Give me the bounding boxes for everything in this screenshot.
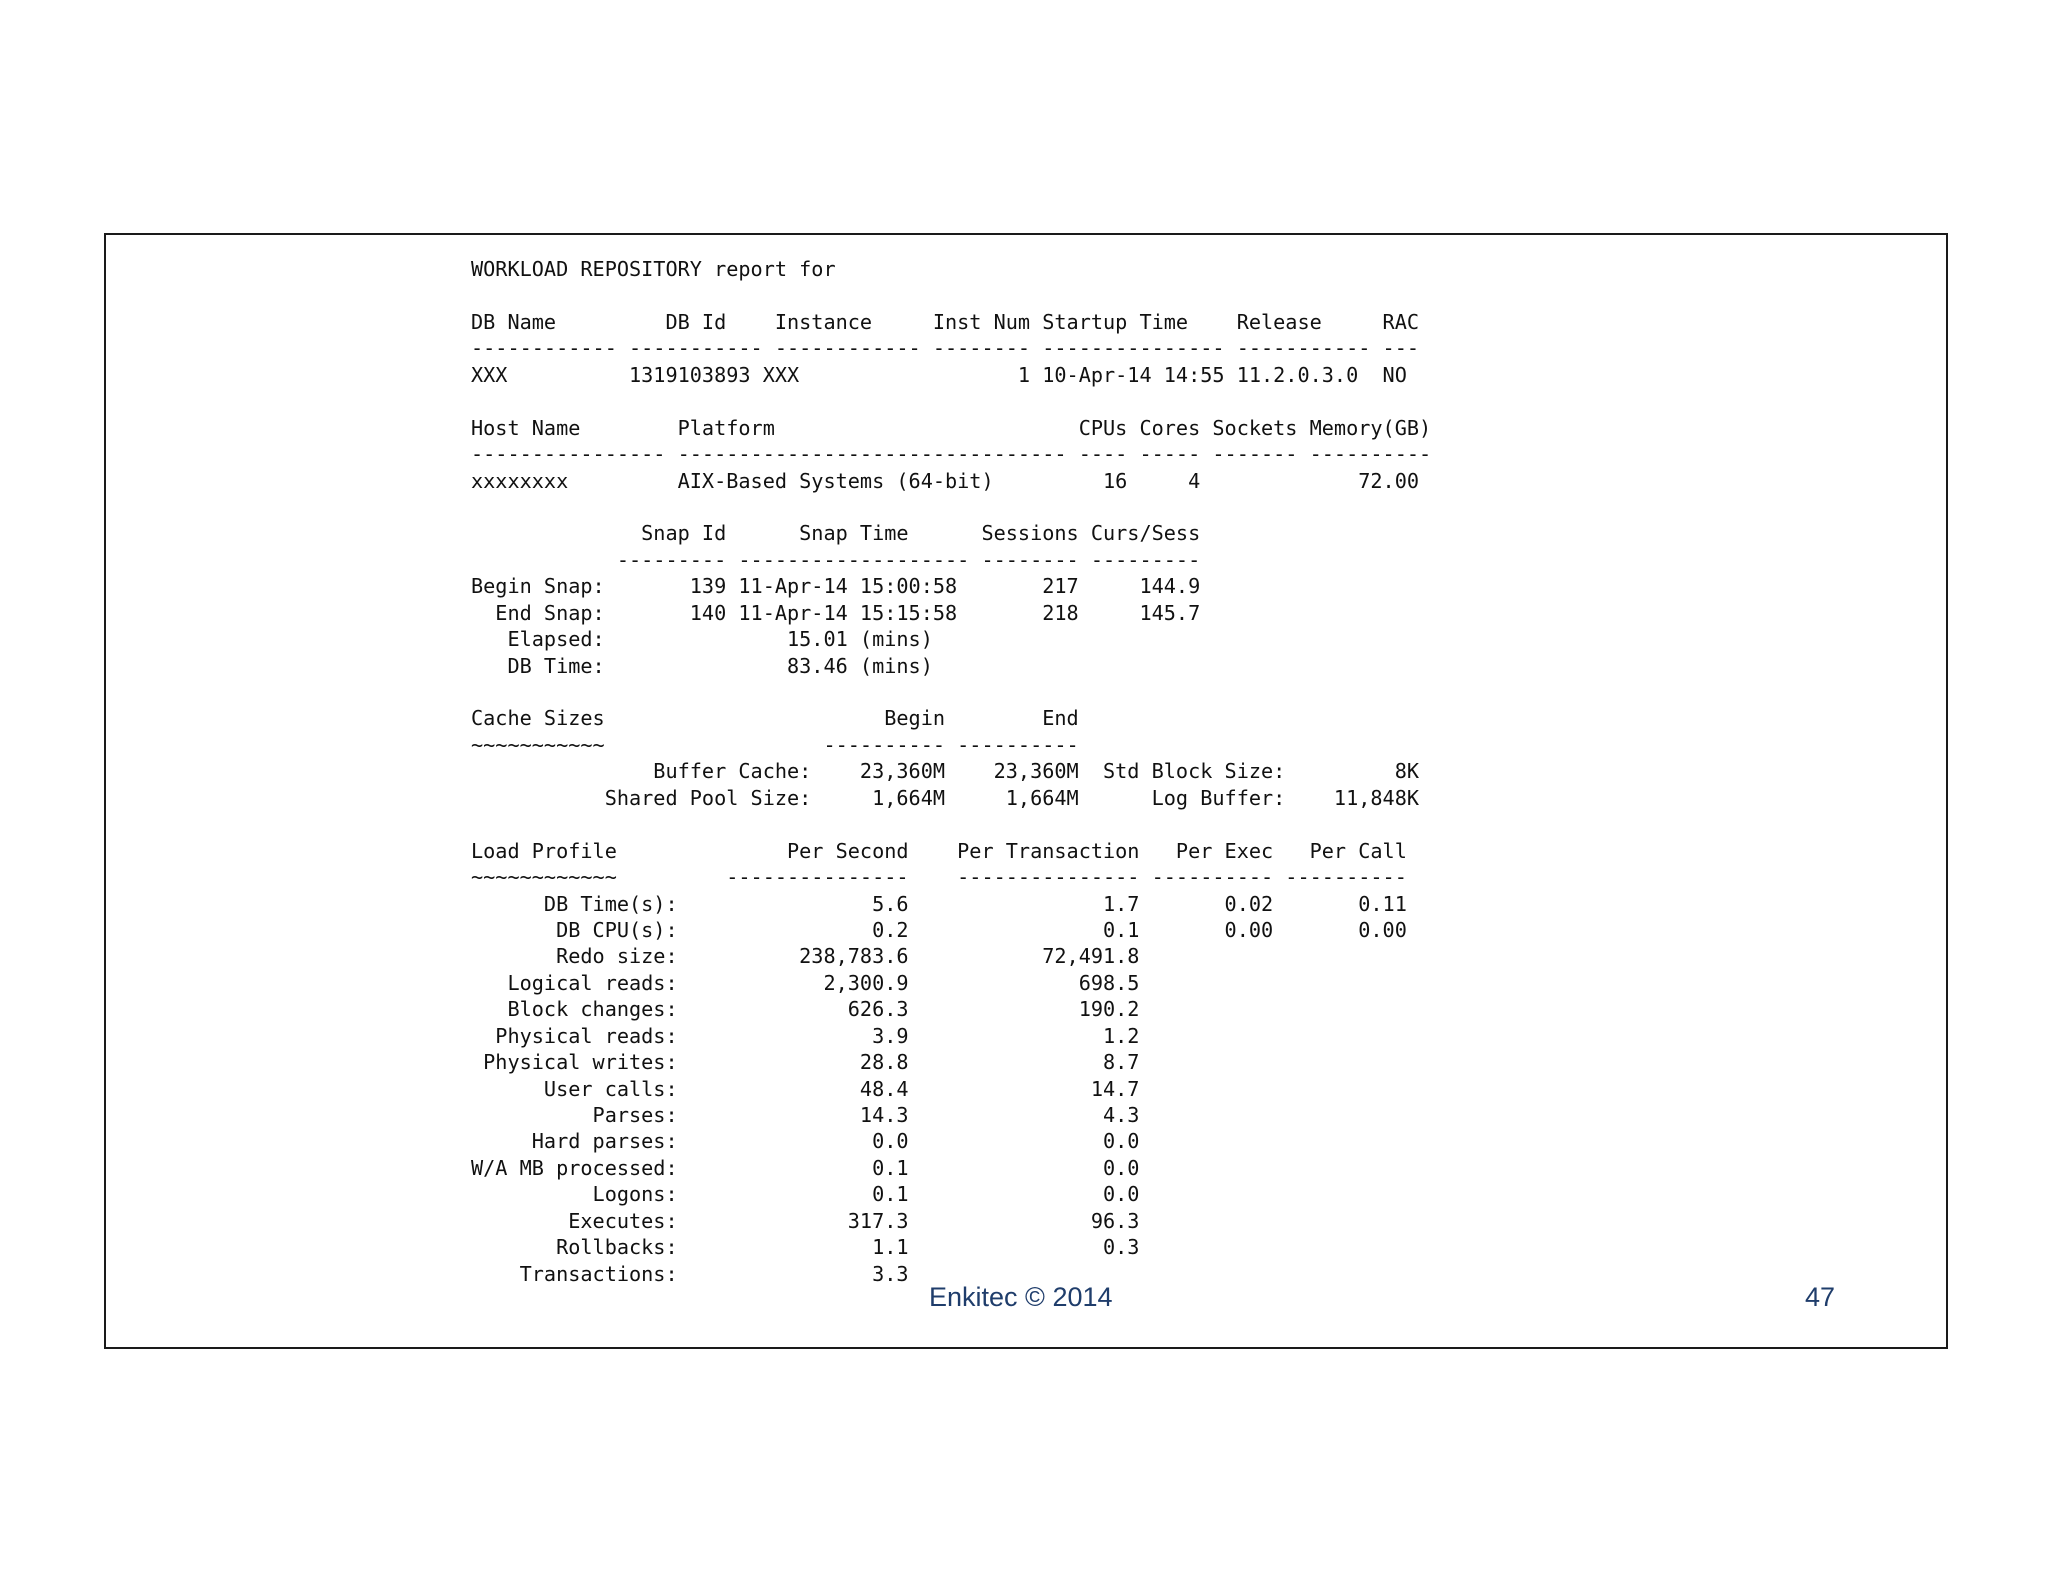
report-line: Buffer Cache: 23,360M 23,360M Std Block Size: 8K [471, 759, 1420, 784]
report-line: Rollbacks: 1.1 0.3 [471, 1235, 1140, 1260]
report-line: Transactions: 3.3 [471, 1261, 909, 1286]
report-line [471, 811, 1431, 837]
report-line: --------- ------------------- -------- --------- [471, 547, 1201, 572]
report-line: WORKLOAD REPOSITORY report for [471, 257, 836, 281]
report-line: Executes: 317.3 96.3 [471, 1208, 1140, 1233]
report-line: ---------------- -------------------------------- ---- ----- ------- ---------- [471, 442, 1432, 467]
report-line: DB CPU(s): 0.2 0.1 0.00 0.00 [471, 917, 1407, 942]
report-line: Shared Pool Size: 1,664M 1,664M Log Buffer: 11,848K [471, 785, 1420, 810]
awr-report [471, 256, 1431, 1287]
footer-copyright: Enkitec © 2014 [929, 1282, 1113, 1312]
report-line: Redo size: 238,783.6 72,491.8 [471, 944, 1140, 969]
report-line: Physical reads: 3.9 1.2 [471, 1023, 1140, 1048]
report-line: Elapsed: 15.01 (mins) [471, 627, 933, 652]
report-line: End Snap: 140 11-Apr-14 15:15:58 218 145.7 [471, 600, 1201, 625]
report-line: DB Time: 83.46 (mins) [471, 653, 933, 678]
report-line: Block changes: 626.3 190.2 [471, 997, 1140, 1022]
report-line: xxxxxxxx AIX-Based Systems (64-bit) 16 4 72.00 [471, 468, 1420, 493]
report-line: User calls: 48.4 14.7 [471, 1076, 1140, 1101]
report-line: Parses: 14.3 4.3 [471, 1103, 1140, 1127]
report-line: Snap Id Snap Time Sessions Curs/Sess [471, 521, 1201, 546]
report-line: ------------ ----------- ------------ -------- --------------- ----------- --- [471, 336, 1420, 361]
report-line: Physical writes: 28.8 8.7 [471, 1050, 1140, 1075]
report-line [471, 282, 1431, 308]
report-line: W/A MB processed: 0.1 0.0 [471, 1155, 1140, 1180]
report-line: Begin Snap: 139 11-Apr-14 15:00:58 217 144.9 [471, 574, 1201, 599]
report-line [471, 494, 1431, 520]
report-line: DB Time(s): 5.6 1.7 0.02 0.11 [471, 891, 1407, 916]
report-line: XXX 1319103893 XXX 1 10-Apr-14 14:55 11.2.0.3.0 NO [471, 362, 1407, 387]
report-line: Hard parses: 0.0 0.0 [471, 1129, 1140, 1154]
report-line: Cache Sizes Begin End [471, 706, 1079, 731]
report-line: DB Name DB Id Instance Inst Num Startup Time Release RAC [471, 309, 1420, 334]
report-line: ~~~~~~~~~~~ ---------- ---------- [471, 732, 1079, 757]
report-line: ~~~~~~~~~~~~ --------------- --------------- ---------- ---------- [471, 865, 1407, 890]
page-number: 47 [1805, 1282, 1836, 1312]
report-line [471, 388, 1431, 414]
report-line [471, 679, 1431, 705]
report-line: Host Name Platform CPUs Cores Sockets Memory(GB) [471, 415, 1432, 440]
report-line: Load Profile Per Second Per Transaction Per Exec Per Call [471, 838, 1407, 863]
report-line: Logons: 0.1 0.0 [471, 1182, 1140, 1207]
report-line: Logical reads: 2,300.9 698.5 [471, 970, 1140, 995]
